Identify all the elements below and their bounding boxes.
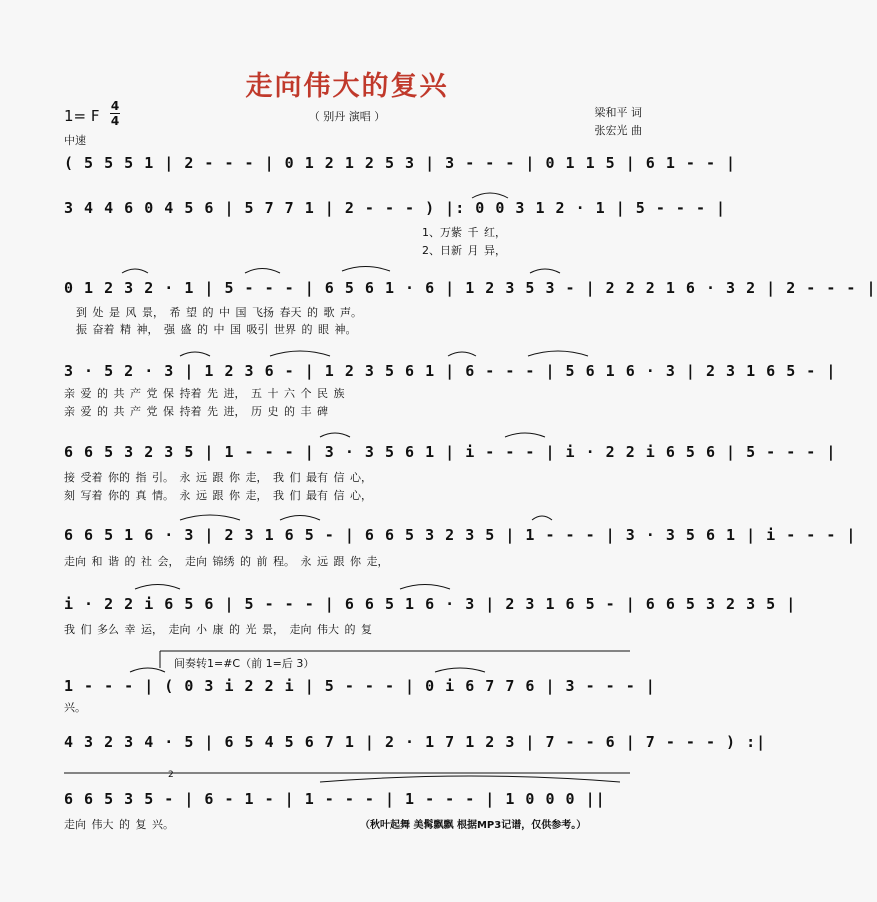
tempo-marking: 中速 <box>64 134 86 147</box>
slur-14 <box>532 516 552 520</box>
lyric-line-3a: 到 处 是 风 景， 希 望 的 中 国 飞扬 春天 的 歌 声。 <box>76 306 362 319</box>
lyric-line-10: 走向 伟大 的 复 兴。 <box>64 818 174 831</box>
lyric-line-2b: 2、日新 月 异， <box>422 244 506 257</box>
time-sig-top: 4 <box>110 99 120 113</box>
slur-17 <box>130 668 165 672</box>
slur-1 <box>472 193 508 198</box>
tie-final <box>320 776 620 782</box>
slur-12 <box>180 515 240 520</box>
lyric-line-6: 走向 和 谐 的 社 会， 走向 锦绣 的 前 程。 永 远 跟 你 走， <box>64 555 389 568</box>
lyric-line-3b: 振 奋着 精 神， 强 盛 的 中 国 吸引 世界 的 眼 神。 <box>76 323 357 336</box>
notation-line-2: 3 4 4 6 0 4 5 6 | 5 7 7 1 | 2 - - - ) |: 0 0 3 1 2 · 1 | 5 - - - | <box>64 199 727 217</box>
slur-8 <box>448 352 476 356</box>
notation-line-7: i · 2 2 i 6 5 6 | 5 - - - | 6 6 5 1 6 · 3 | 2 3 1 6 5 - | 6 6 5 3 2 3 5 | <box>64 595 797 613</box>
slur-9 <box>528 351 588 356</box>
slur-11 <box>505 433 545 437</box>
notation-line-6: 6 6 5 1 6 · 3 | 2 3 1 6 5 - | 6 6 5 3 2 3 5 | 1 - - - | 3 · 3 5 6 1 | i - - - | <box>64 526 857 544</box>
slur-18 <box>435 668 485 672</box>
notation-line-4: 3 · 5 2 · 3 | 1 2 3 6 - | 1 2 3 5 6 1 | 6 - - - | 5 6 1 6 · 3 | 2 3 1 6 5 - | <box>64 362 837 380</box>
lyric-line-4b: 亲 爱 的 共 产 党 保 持着 先 进， 历 史 的 丰 碑 <box>64 405 328 418</box>
lyric-line-2a: 1、万紫 千 红， <box>422 226 506 239</box>
modulation-note: 间奏转1=#C（前 1=后 3） <box>174 657 315 670</box>
slur-13 <box>280 516 320 521</box>
notation-line-10: 6 6 5 3 5 - | 6 - 1 - | 1 - - - | 1 - - - | 1 0 0 0 || <box>64 790 606 808</box>
lyric-line-7: 我 们 多么 幸 运， 走向 小 康 的 光 景， 走向 伟大 的 复 <box>64 623 372 636</box>
slur-2 <box>122 269 148 273</box>
slur-6 <box>180 352 210 356</box>
slur-7 <box>270 351 330 356</box>
slur-15 <box>135 585 180 590</box>
slur-3 <box>245 269 280 274</box>
notation-line-5: 6 6 5 3 2 3 5 | 1 - - - | 3 · 3 5 6 1 | i - - - | i · 2 2 i 6 5 6 | 5 - - - | <box>64 443 837 461</box>
slur-4 <box>342 267 390 272</box>
singer-credit: （ 别丹 演唱 ） <box>308 110 386 123</box>
footer-note: （秋叶起舞 美髯飘飘 根据MP3记谱，仅供参考。） <box>360 820 587 831</box>
lyric-line-5a: 接 受着 你的 指 引。 永 远 跟 你 走， 我 们 最有 信 心， <box>64 471 372 484</box>
slur-10 <box>320 433 350 437</box>
slur-16 <box>400 585 450 590</box>
lyricist-credit: 梁和平 词 <box>594 106 642 119</box>
notation-line-8: 1 - - - | ( 0 3 i 2 2 i | 5 - - - | 0 i 6 7 7 6 | 3 - - - | <box>64 677 656 695</box>
key-signature: 1= F <box>64 107 100 125</box>
lyric-line-8: 兴。 <box>64 701 86 714</box>
lyric-line-4a: 亲 爱 的 共 产 党 保 持着 先 进， 五 十 六 个 民 族 <box>64 387 345 400</box>
composer-credit: 张宏光 曲 <box>594 124 642 137</box>
song-title: 走向伟大的复兴 <box>245 71 449 102</box>
notation-line-3: 0 1 2 3 2 · 1 | 5 - - - | 6 5 6 1 · 6 | 1 2 3 5 3 - | 2 2 2 1 6 · 3 2 | 2 - - - | <box>64 279 877 297</box>
lyric-line-5b: 刻 写着 你的 真 情。 永 远 跟 你 走， 我 们 最有 信 心， <box>64 489 372 502</box>
time-sig-bottom: 4 <box>110 114 120 128</box>
notation-line-9: 4 3 2 3 4 · 5 | 6 5 4 5 6 7 1 | 2 · 1 7 1 2 3 | 7 - - 6 | 7 - - - ) :| <box>64 733 767 751</box>
slur-5 <box>530 269 560 273</box>
second-ending-number: 2 <box>168 770 174 780</box>
notation-line-1: ( 5 5 5 1 | 2 - - - | 0 1 2 1 2 5 3 | 3 - - - | 0 1 1 5 | 6 1 - - | <box>64 154 737 172</box>
